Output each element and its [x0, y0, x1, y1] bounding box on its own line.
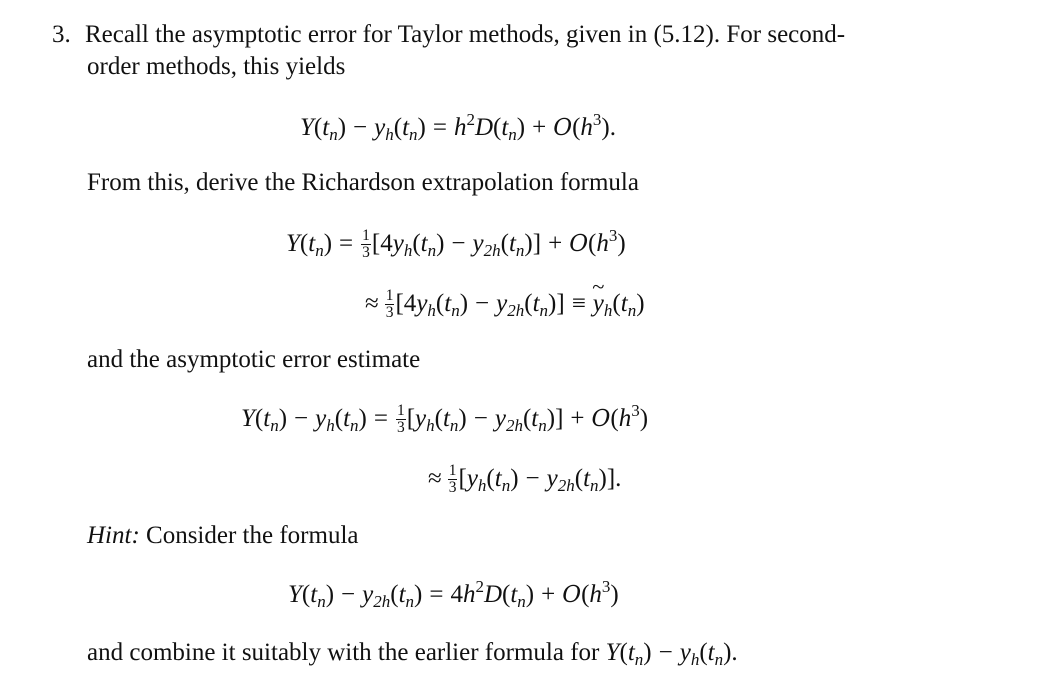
combine-text: and combine it suitably with the earlier formula for: [87, 639, 600, 666]
equation-hint-formula: $Y(t_n) - y_{2h}(t_n) = 4h^2D(t_n) + O(h^3)$: [288, 576, 619, 611]
estimate-text: and the asymptotic error estimate: [87, 346, 421, 373]
combine-line: [87, 638, 738, 668]
equation-error-estimate-1: $Y(t_n) - y_h(t_n)$ = $\frac{1}{3}$ $[y_h(t_n) - y_{2h}(t_n)] + O(h^3)$: [241, 400, 649, 436]
intro-line-2: order methods, this yields: [87, 53, 346, 80]
problem-number: 3.: [52, 21, 71, 48]
equation-richardson-1: $Y(t_n)$ = $\frac{1}{3}$ $[4y_h(t_n) - y_{2h}(t_n)] + O(h^3)$: [286, 225, 626, 261]
equation-richardson-2: ≈ $\frac{1}{3}$ $[4y_h(t_n) - y_{2h}(t_n)]$ ≡~ $y_h(t_n)$: [365, 288, 645, 320]
equation-error-estimate-2: ≈ $\frac{1}{3}$ $[y_h(t_n) - y_{2h}(t_n)]$.: [428, 462, 622, 496]
combine-formula: $Y(t_n) - y_h(t_n)$.: [605, 639, 738, 669]
intro-line-1: [52, 20, 845, 50]
equation-asymptotic-error: $Y(t_n) - y_h(t_n) = h^2D(t_n) + O(h^3)$.: [300, 109, 616, 144]
derive-text: From this, derive the Richardson extrapolation formula: [87, 169, 639, 196]
hint-line: [87, 521, 358, 551]
hint-label: Hint:: [87, 522, 140, 549]
hint-text: Consider the formula: [146, 522, 359, 549]
intro-text-1: Recall the asymptotic error for Taylor methods, given in (5.12). For second-: [85, 21, 846, 48]
